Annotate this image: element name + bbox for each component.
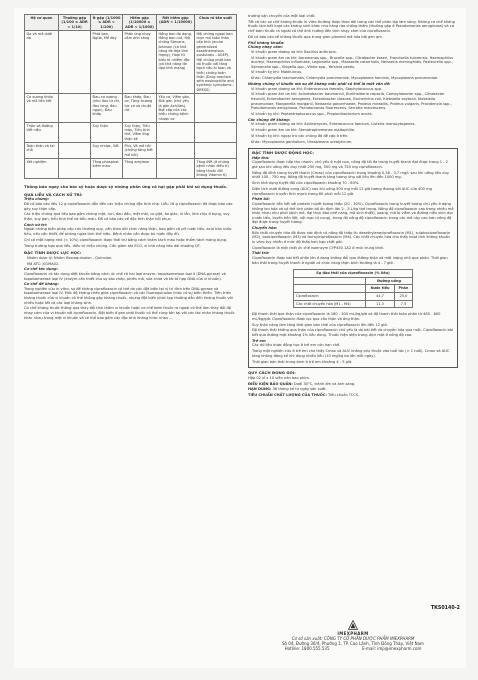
table-cell: Da và mô dưới da [25,30,59,93]
table-cell [59,143,91,159]
table-cell [157,122,195,142]
manufacturer-address: Số 04, Đường 30/4, Phường 1, TP. Cao Lãnh, Tỉnh Đồng Tháp, Việt Nam [282,641,424,646]
elimination-text-2: Độ thanh thải qua thận của ciprofloxacin là 180 - 300 mL/kg/giờ và độ thanh thải toàn phần từ 480 - 600 mL/kg/giờ. Ciprofloxacin được lọc qua cầu thận và ống thận. [252,312,441,321]
table-cell [157,158,195,178]
table-cell: Suy thận, Tiểu máu, Tiểu tinh thể, Viêm ống thận kẽ [123,122,157,142]
children-heading: Trẻ em [252,338,266,343]
elimination-heading: Thải trừ: [252,251,270,256]
treatment-heading: Cách xử trí: [24,222,48,227]
resistance-text: Trong nghiên cứu in vitro, sự đề kháng ciprofloxacin có thể do các đột biến tại vị trí đích trên DNA-gyrase và topoisomerase loại IV. Mức độ kháng chéo giữa ciprofloxacin và các fluoroquinolon khác có sự biến thiên. Tiến triển kháng thuốc của vi khuẩn có thể không gây kháng thuốc, nhưng đột biến phức tạp thường dẫn đến kháng thuốc với nhiều hoặc tất cả các loại kháng sinh. [24,286,233,305]
table-cell: Tăng INR (ở những bệnh nhân điều trị bằng thuốc đối kháng Vitamin K) [195,158,237,178]
list-item: Vi khuẩn kỵ khí: Mobiluncus. [251,70,303,75]
table-cell: Xét nghiệm [25,158,59,178]
expiry-heading: HẠN DÙNG: [248,387,272,392]
table-cell: Các chất chuyển hóa (M1 - M4) [294,300,366,308]
excretion-col-header: Phân [394,285,412,293]
list-item: Vi khuẩn gram dương ưa khí: Bacillus anthracis. [251,49,337,54]
resistance-heading: Cơ chế đề kháng: [24,282,59,287]
table-cell: Suy thận [91,122,123,142]
list-item: Khác: Mycoplasma genitalium, Ureaplasma urealyticum. [251,139,353,144]
children-text-2: Trong một nghiên cứu ở trẻ em cho thấy Cmax và AUC không phụ thuộc vào tuổi tác (> 1 tuổi). Cmax và AUC tăng không đáng kể khi dùng nhiều liều (10 mg/kg ba lần mỗi ngày). [252,349,450,358]
treatment-text-2: Chỉ có một lượng nhỏ (< 10%) ciprofloxacin được thải trừ bằng cách thẩm tách máu hoặc thẩm tách màng bụng. [24,237,228,242]
resistance-cont-3: Đã có báo cáo về kháng thuốc qua trung gian plasmid mã hóa bởi gen qnr. [248,34,383,39]
treatment-text-3: Trong trường hợp quá liều, điều trị triệu chứng. Cần giám sát ECG, vì khả năng kéo dài khoảng QT. [24,243,201,248]
document-code: TKS0140-2 [430,606,460,611]
expiry-text: 36 tháng kể từ ngày sản xuất. [272,387,327,392]
hotline: Hotline: 1800.555.535 [284,646,330,651]
adr-header: Rất hiếm gặp (ADR < 1/10000) [157,15,195,31]
manufacturer-footer [248,620,458,651]
resistant-strains-heading: Các chủng đề kháng: [248,117,291,122]
adr-header: Ít gặp (1/1000 ≤ ADR < 1/100) [91,15,123,31]
list-item: Vi khuẩn gram âm ưa khí: Stenotrophomonas maltophilia. [251,128,356,133]
manufacturer-name: Cơ sở sản xuất: CÔNG TY CỔ PHẦN DƯỢC PHẨM IMEXPHARM [291,636,415,641]
resistance-cont: trường vận chuyển của một loại chất. [248,14,316,18]
table-row [294,300,413,308]
table-cell: Thận và đường tiết niệu [25,122,59,142]
imexpharm-logo [248,620,458,631]
table-cell: 25,0 [394,293,412,301]
excretion-route-header: Đường uống [366,277,413,285]
adr-header: Hiếm gặp (1/10000 ≤ ADR < 1/1000) [123,15,157,31]
table-cell [195,122,237,142]
metabolism-text-2: Ciprofloxacin là một chất ức chế isoenzym CYP450 1A2 ở mức trung bình. [252,245,385,250]
treatment-text: Ngoài những biện pháp cấp cứu thường quy, cần theo dõi chức năng thận, bao gồm cả pH nước tiểu, acid hóa nước tiểu, nếu cần thiết, để phòng ngừa tinh thể niệu. Bệnh nhân cần được bù nước đầy đủ. [24,227,232,237]
table-cell: Yếu cơ, Viêm gân, Đứt gân (chủ yếu là gân Achilles), Đợt cấp của các triệu chứng bệnh nhược cơ [157,94,195,123]
table-cell: Ciprofloxacin [294,293,366,301]
packaging-heading: QUY CÁCH ĐÓNG GÓI: [248,370,296,376]
sensitive-heading: Chủng nhạy cảm: [248,45,284,50]
table-row [25,30,237,93]
elimination-text-3: Suy thận nặng làm tăng thời gian bán thải của ciprofloxacin lên đến 12 giờ. [252,322,388,327]
storage-text: Dưới 30°C, tránh ẩm và ánh sáng. [294,381,356,386]
children-text: Các dữ liệu dược động học ở trẻ em còn hạn chế. [252,343,341,348]
quality-standard-text: Tiêu chuẩn TCCS. [328,393,360,398]
table-cell: Phát ban, Ngứa, Mề đay [91,30,123,93]
excretion-table [293,269,413,308]
distribution-heading: Phân bố: [252,197,270,202]
absorption-text-2: Nồng độ đỉnh trong huyết thanh (Cmax) của ciprofloxacin trong khoảng 0,56 - 3,7 mg/L sau khi uống liều duy nhất 100 - 750 mg. Nồng độ huyết thanh tăng tương ứng với liều lên đến 1000 mg. [252,170,449,180]
mechanism-text: Ciprofloxacin có tác dụng diệt khuẩn bằng cách ức chế cả hai loại enzym: topoisomerase loại II (DNA-gyrase) và topoisomerase loại IV (enzym cần thiết cho sự sao chép, phiên mã, sửa chữa và tái tổ hợp DNA của vi khuẩn). [24,271,226,281]
table-cell [157,143,195,159]
excretion-table-title: Sự đào thải của ciprofloxacin (% liều) [294,270,413,278]
absorption-text: Ciprofloxacin được hấp thu nhanh, chủ yếu ở ruột non, nồng độ tối đa trong huyết thanh đạt được trong 1 - 2 giờ sau khi uống liều duy nhất 250 mg, 500 mg và 750 mg ciprofloxacin. [252,160,448,170]
symptoms-text: Đã có báo cáo liều 12 g ciprofloxacin dẫn đến các triệu chứng độc tính nhẹ. Liều 16 g ciprofloxacin đã được báo cáo gây suy thận cấp. [24,202,233,211]
distribution-text: Ciprofloxacin liên kết với protein huyết tương thấp (20 - 30%). Ciprofloxacin trong huyết tương chủ yếu ở dạng không ion hóa và có thể tích phân bố ổn định lớn 2 - 3 L/kg thể trọng. Nồng độ ciprofloxacin cao trong nhiều mô khác nhau như phổi (dịch mô, đại thực bào phế nang, mô sinh thiết), xoang, mô bị viêm và đường niệu sinh dục (nước tiểu, tuyến tiền liệt, nội mạc tử cung), trong đó nồng độ ciprofloxacin trong các mô này cao hơn nồng độ đạt được trong huyết tương. [252,201,454,225]
resistance-text-2: Cơ chế kháng thuốc thông qua thay đổi tính thấm vi khuẩn hoặc cơ chế bơm thuốc ra ngoài có thể làm thay đổi độ nhạy cảm của vi khuẩn với ciprofloxacin. Đột biến ở gen phải thuốc có thể cùng tồn tại với các tác nhân kháng thuốc khác nhau trong một vi khuẩn và có thể bao gồm các đặc tính kháng khác nhau ... [24,306,235,320]
spectrum-heading: Phổ kháng khuẩn: [248,40,285,45]
symptoms-heading: Triệu chứng: [24,197,50,202]
adr-header: Thường gặp (1/100 ≤ ADR < 1/10) [59,15,91,31]
adverse-reactions-table [24,14,237,179]
table-cell: Suy nhược, Sốt [91,143,123,159]
table-cell: Đau cơ xương (như đau tứ chi, đau lưng, đau ngực), Đau khớp [91,94,123,123]
adr-header: Hệ cơ quan [25,15,59,31]
table-cell: 7,5 [394,300,412,308]
pd-atc-code: Mã ATC: J01MA02. [27,261,60,266]
list-item: Vi khuẩn kỵ khí: Peptostreptococcus spp., Propionibacterium acnes. [251,111,373,116]
table-cell [59,94,91,123]
pharmacokinetics-box [248,148,458,368]
pharmacodynamics-heading: ĐẶC TÍNH DƯỢC LỰC HỌC: [24,250,82,256]
quality-standard-heading: TIÊU CHUẨN CHẤT LƯỢNG CỦA THUỐC: [248,393,327,398]
table-cell: Phù, Vã mồ hôi (chứng tăng tiết mồ hôi) [123,143,157,159]
absorption-heading: Hấp thu: [252,155,270,160]
table-cell: Toàn thân và tại chỗ [25,143,59,159]
storage-heading: ĐIỀU KIỆN BẢO QUẢN: [248,381,293,386]
table-row [25,158,237,178]
resistance-cont-2: Tất cả các cơ chế kháng thuốc in vitro thường được theo dõi trong các thể phân lập lâm sàng. Những cơ chế kháng thuốc làm bất hoạt các kháng sinh khác như hàng rào chống thấm (thường gặp ở Pseudomonas aeruginosa) và cơ chế bơm thuốc ra ngoài có thể ảnh hưởng đến tính nhạy cảm của ciprofloxacin. [248,19,455,33]
metabolism-heading: Chuyển hóa: [252,226,278,231]
adr-header: Chưa rõ tần suất [195,15,237,31]
table-cell [195,143,237,159]
packaging-text: Hộp 02 vỉ x 10 viên nén bao phim. [248,375,310,380]
table-cell: 44,7 [366,293,395,301]
pd-group: Nhóm dược lý: Nhóm fluoroquinolon - Quinolon. [27,255,113,260]
table-cell [195,94,237,123]
brand-name: IMEXPHARM [337,631,369,636]
right-column [248,14,458,399]
table-cell: Hồng ban đa dạng, Hồng ban nút, Hội chứng Stevens-Johnson (có khả năng đe dọa tính mạng), Hoại tử biểu bì nhiễm độc (có khả năng đe dọa tính mạng) [157,30,195,93]
list-item: Vi khuẩn gram dương ưa khí: Actinomyces, Enterococcus faecium, Listeria monocytogenes. [251,122,416,127]
excretion-col-header: Nước tiểu [366,285,395,293]
adr-warning: Thông báo ngay cho bác sỹ hoặc dược sỹ những phản ứng có hại gặp phải khi sử dụng thuốc. [24,184,228,190]
table-row [25,143,237,159]
left-column [24,14,236,321]
table-cell: Phản ứng nhạy cảm ánh sáng [123,30,157,93]
table-cell [59,122,91,142]
table-cell: Hội chứng ngoại ban mụn mủ toàn thân cấp tính (acute generalized exanthematous pustulosis - AGEP). Hội chứng phát ban do thuốc với tăng bạch cầu ái toan và triệu chứng toàn thân (Drug reaction with eosinophilia and systemic symptoms - DRESS) [195,30,237,93]
absorption-text-4: Diện tích dưới đường cong (AUC) sau khi uống 500 mg mỗi 12 giờ tương đương với AUC của 400 mg ciprofloxacin truyền tĩnh mạch trong 60 phút mỗi 12 giờ. [252,187,432,196]
overdose-heading: QUÁ LIỀU VÀ CÁCH XỬ TRÍ: [24,191,83,197]
adr-header-row [25,15,237,31]
table-cell: 11,3 [366,300,395,308]
table-cell: Tăng phosphat kiềm máu [91,158,123,178]
list-item: Vi khuẩn gram âm ưa khí: Aeromonas spp., Brucella spp., Citrobacter koseri, Francisella tularensis, Haemophilus ducreyi, Haemophilus influenzae, Legionella spp., Moraxella catarrhalis, Neisseria meningitidis, Pasteurella spp., Salmonella spp., Shigella spp., Vibrio spp., Yersinia pestis. [251,55,454,69]
table-row [25,122,237,142]
pharmacokinetics-heading: ĐẶC TÍNH DƯỢC ĐỘNG HỌC: [252,150,314,156]
metabolism-text: Bốn chất chuyển hóa đã được xác định có nồng độ thấp là: desethyleneciprofloxacin (M1), sulphociprofloxacin (M2), oxociprofloxacin (M3) và formylciprofloxacin (M4). Các chất chuyển hóa cho thấy hoạt tính kháng khuẩn in vitro tuy nhiên ở mức độ thấp hơn hợp chất gốc. [252,230,451,244]
table-cell: Tăng amylase [123,158,157,178]
elimination-text-4: Độ thanh thải không qua thận của ciprofloxacin chủ yếu là do bài tiết và chuyển hóa qua ruột. Ciprofloxacin bài tiết qua đường mật khoảng 1% liều dùng. Thuốc hiện diện trong dịch mật ở nồng độ cao. [252,328,454,337]
list-item: Khác: Chlamydia trachomatis, Chlamydia pneumoniae, Mycoplasma hominis, Mycoplasma pneumoniae. [251,76,439,81]
table-row [294,293,413,301]
table-row [25,94,237,123]
table-cell [59,30,91,93]
table-cell [59,158,91,178]
table-cell: Đau khớp, Đau cơ, Tăng trương lực cơ và chuột rút [123,94,157,123]
absorption-text-3: Sinh khả dụng tuyệt đối của ciprofloxacin khoảng 70 - 80%. [252,181,360,186]
list-item: Vi khuẩn gram dương ưa khí: Enterococcus faecalis, Staphylococcus spp. [251,86,383,91]
leaflet-sheet [14,8,466,668]
mechanism-heading: Cơ chế tác dụng: [24,267,58,272]
elimination-text: Ciprofloxacin được bài tiết phần lớn ở dạng không đổi qua đường thận và một lượng nhỏ qua phân. Thời gian bán thải trong huyết thanh ở người có chức năng thận bình thường là 4 - 7 giờ. [252,256,448,265]
email: E-mail: imp@imexpharm.com [362,646,422,651]
table-cell: Cơ xương khớp và mô liên kết [25,94,59,123]
contact-line [248,646,458,651]
symptoms-text-2: Các triệu chứng quá liều bao gồm chóng mặt, run, đau đầu, mệt mỏi, co giật, ảo giác, lú lẫn, khó chịu ở bụng, suy thận, suy gan, tiểu tinh thể và tiểu máu. Đã có báo cáo về độc tính thận hồi phục. [24,212,230,222]
acquired-resistance-heading: Những chủng vi khuẩn mà sự đề kháng mắc phải có thể là một vấn đề: [248,82,391,87]
list-item: Vi khuẩn kỵ khí: ngoại trừ các chủng đã đề cập ở trên. [251,133,349,138]
list-item: Vi khuẩn gram âm ưa khí: Acinetobacter baumannii, Burkholderia cepacia, Campylobacter spp., Citrobacter freundii, Enterobacter aerogenes, Enterobacter cloacae, Escherichia coli, Klebsiella oxytoca, Klebsiella pneumoniae, Morganella morganii, Neisseria gonorrhoeae, Proteus mirabilis, Proteus vulgaris, Providencia spp., Pseudomonas aeruginosa, Pseudomonas fluorescens, Serratia marcescens. [251,92,452,111]
imexpharm-logo-icon [348,620,358,630]
children-text-3: Thời gian bán thải trung bình ở trẻ em khoảng 4 - 5 giờ. [252,359,353,364]
